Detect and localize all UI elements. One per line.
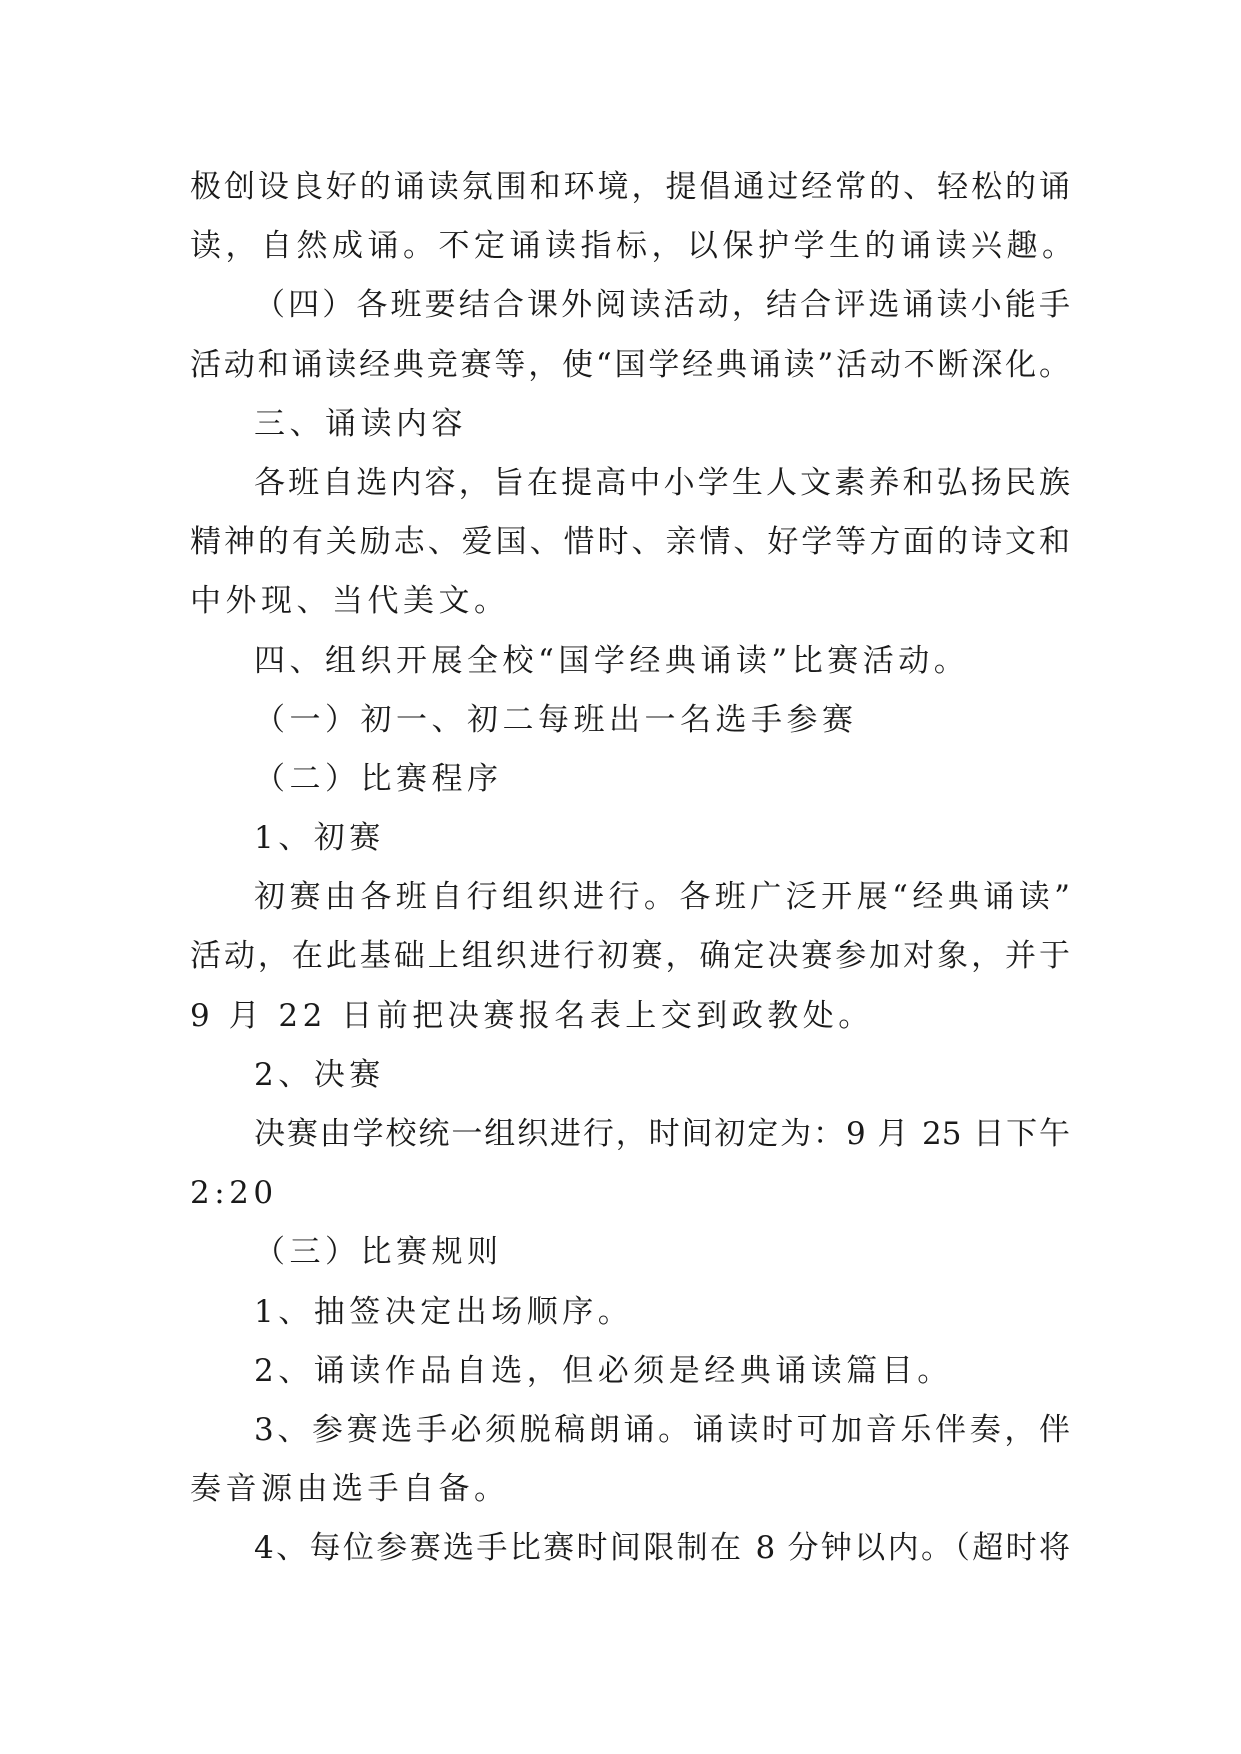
subsection-heading: （二）比赛程序 xyxy=(254,760,503,797)
text-line: （一）初一、初二每班出一名选手参赛 xyxy=(254,701,858,738)
text-line: 决赛由学校统一组织进行，时间初定为：9 月 25 日下午 xyxy=(254,1116,1070,1152)
list-item: 3、参赛选手必须脱稿朗诵。诵读时可加音乐伴奏，伴 xyxy=(254,1411,1070,1448)
text-line: 极创设良好的诵读氛围和环境，提倡通过经常的、轻松的诵 xyxy=(190,169,1070,205)
subsection-heading: （三）比赛规则 xyxy=(254,1234,503,1271)
text-line: 各班自选内容，旨在提高中小学生人文素养和弘扬民族 xyxy=(254,464,1070,501)
text-line: 读，自然成诵。不定诵读指标，以保护学生的诵读兴趣。 xyxy=(190,228,1078,265)
list-item: 4、每位参赛选手比赛时间限制在 8 分钟以内。（超时将 xyxy=(254,1530,1070,1567)
text-line: 2:20 xyxy=(190,1175,278,1212)
text-line: （四）各班要结合课外阅读活动，结合评选诵读小能手 xyxy=(254,287,1070,324)
text-line: 精神的有关励志、爱国、惜时、亲情、好学等方面的诗文和 xyxy=(190,524,1070,561)
text-line: 活动和诵读经典竞赛等，使“国学经典诵读”活动不断深化。 xyxy=(190,346,1070,383)
list-item: 1、抽签决定出场顺序。 xyxy=(254,1293,634,1330)
text-line: 初赛由各班自行组织进行。各班广泛开展“经典诵读” xyxy=(254,879,1070,916)
text-line: 活动，在此基础上组织进行初赛，确定决赛参加对象，并于 xyxy=(190,938,1070,975)
section-heading: 四、组织开展全校“国学经典诵读”比赛活动。 xyxy=(254,642,970,679)
list-item: 2、诵读作品自选，但必须是经典诵读篇目。 xyxy=(254,1352,953,1389)
text-line: 中外现、当代美文。 xyxy=(190,583,510,620)
text-line: 奏音源由选手自备。 xyxy=(190,1471,510,1508)
item-heading: 2、决赛 xyxy=(254,1056,385,1093)
section-heading: 三、诵读内容 xyxy=(254,405,467,442)
item-heading: 1、初赛 xyxy=(254,820,385,857)
document-body xyxy=(190,158,1078,1579)
text-line: 9 月 22 日前把决赛报名表上交到政教处。 xyxy=(190,997,874,1034)
